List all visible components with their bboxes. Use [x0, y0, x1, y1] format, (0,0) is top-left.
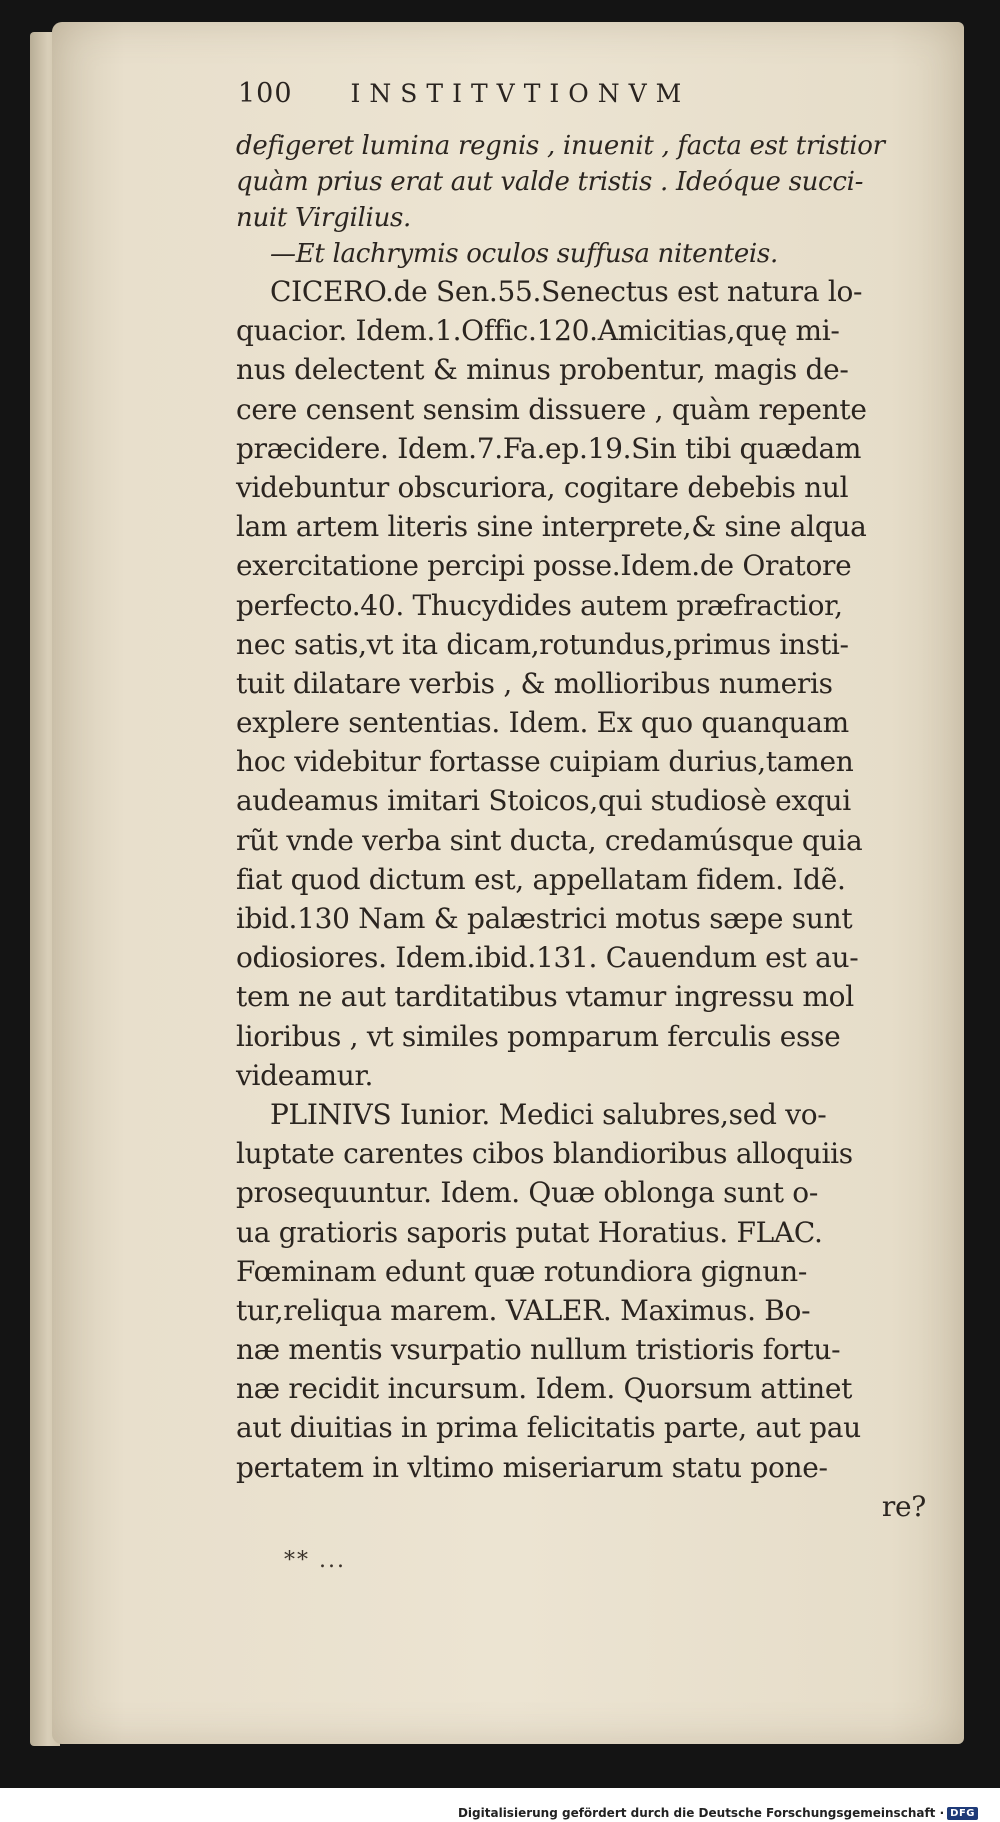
text-line: cere censent sensim dissuere , quàm repente [236, 392, 867, 426]
text-line: audeamus imitari Stoicos,qui studiosè exqui [236, 784, 851, 818]
text-line: aut diuitias in prima felicitatis parte, aut pau [236, 1411, 861, 1445]
text-line: præcidere. Idem.7.Fa.ep.19.Sin tibi quædam [236, 431, 862, 465]
text-line: nus delectent & minus probentur, magis de- [236, 353, 849, 387]
text-line: re? [881, 1489, 926, 1523]
text-line: odiosiores. Idem.ibid.131. Cauendum est au- [236, 941, 859, 975]
text-line: quàm prius erat aut valde tristis . Ideóque succi- [236, 167, 864, 197]
page-header [238, 78, 938, 109]
text-line: rũt vnde verba sint ducta, credamúsque quia [236, 823, 863, 857]
text-line: PLINIVS Iunior. Medici salubres,sed vo- [270, 1097, 827, 1131]
text-line: lioribus , vt similes pomparum ferculis esse [236, 1019, 841, 1053]
page-number: 100 [238, 78, 293, 109]
text-line: pertatem in vltimo miseriarum statu pone- [236, 1450, 828, 1484]
dfg-logo-icon: DFG [947, 1807, 978, 1820]
text-line: —Et lachrymis oculos suffusa nitenteis. [270, 239, 778, 269]
text-line: Fœminam edunt quæ rotundiora gignun- [236, 1254, 807, 1288]
text-line: nec satis,vt ita dicam,rotundus,primus insti- [236, 627, 849, 661]
text-line: perfecto.40. Thucydides autem præfractior, [236, 588, 843, 622]
running-title: INSTITVTIONVM [350, 79, 691, 108]
text-line: tuit dilatare verbis , & mollioribus numeris [236, 666, 833, 700]
attribution [458, 1806, 978, 1820]
text-line: explere sententias. Idem. Ex quo quanquam [236, 706, 849, 740]
attribution-text: Digitalisierung gefördert durch die Deutsche Forschungsgemeinschaft · [457, 1806, 945, 1820]
footer-signature: ** ... [284, 1548, 346, 1573]
text-line: næ recidit incursum. Idem. Quorsum attinet [236, 1372, 853, 1406]
text-line: ua gratioris saporis putat Horatius. FLAC. [236, 1215, 823, 1249]
text-line: videamur. [236, 1058, 374, 1092]
text-line: lam artem literis sine interprete,& sine alqua [236, 510, 867, 544]
body-text [236, 128, 936, 1526]
text-line: tem ne aut tarditatibus vtamur ingressu mol [236, 980, 854, 1014]
text-line: nuit Virgilius. [236, 203, 412, 233]
text-line: exercitatione percipi posse.Idem.de Oratore [236, 549, 852, 583]
text-line: luptate carentes cibos blandioribus alloquiis [236, 1137, 853, 1171]
text-line: næ mentis vsurpatio nullum tristioris fortu- [236, 1333, 841, 1367]
text-line: hoc videbitur fortasse cuipiam durius,tamen [236, 745, 854, 779]
text-line: tur,reliqua marem. VALER. Maximus. Bo- [236, 1293, 811, 1327]
text-line: defigeret lumina regnis , inuenit , facta est tristior [236, 131, 885, 161]
text-line: ibid.130 Nam & palæstrici motus sæpe sunt [236, 902, 853, 935]
text-line: prosequuntur. Idem. Quæ oblonga sunt o- [236, 1176, 818, 1210]
text-line: fiat quod dictum est, appellatam fidem. Idẽ. [236, 862, 846, 896]
text-line: quacior. Idem.1.Offic.120.Amicitias,quę mi- [236, 314, 840, 348]
text-line: videbuntur obscuriora, cogitare debebis nul [236, 470, 849, 504]
text-line: CICERO.de Sen.55.Senectus est natura lo- [270, 275, 863, 308]
